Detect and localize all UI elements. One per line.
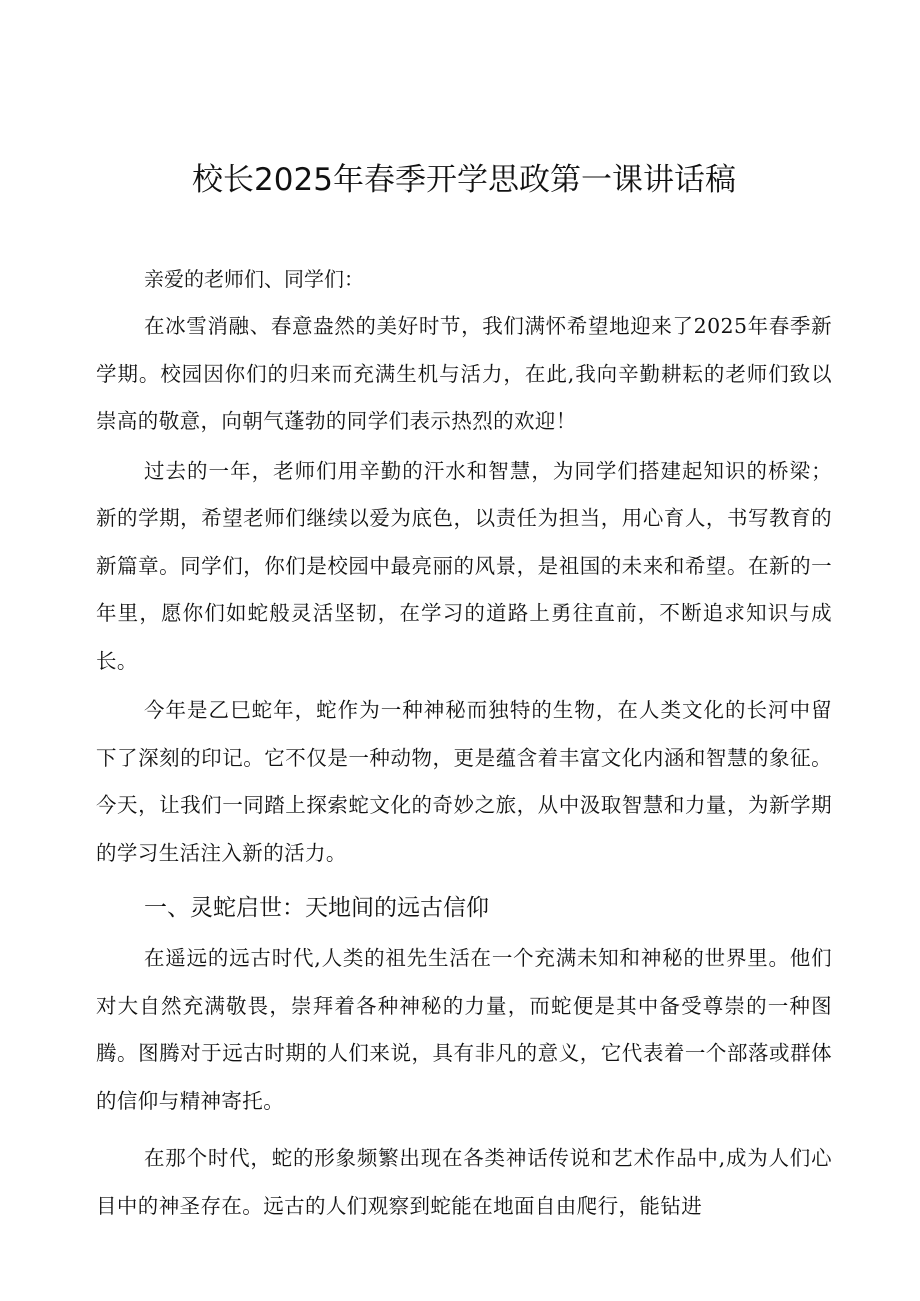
intro-paragraph-2: 过去的一年，老师们用辛勤的汗水和智慧，为同学们搭建起知识的桥梁；新的学期，希望老师们继续以爱为底色，以责任为担当，用心育人，书写教育的新篇章。同学们，你们是校园中最亮丽的风景，是祖国的未来和希望。在新的一年里，愿你们如蛇般灵活坚韧，在学习的道路上勇往直前，不断追求知识与成长。 [96,458,832,673]
section1-paragraph-1: 在遥远的远古时代,人类的祖先生活在一个充满未知和神秘的世界里。他们对大自然充满敬畏，崇拜着各种神秘的力量，而蛇便是其中备受尊崇的一种图腾。图腾对于远古时期的人们来说，具有非凡的意义，它代表着一个部落或群体的信仰与精神寄托。 [96,946,832,1113]
salutation: 亲爱的老师们、同学们： [144,267,364,291]
intro-paragraph-1: 在冰雪消融、春意盎然的美好时节，我们满怀希望地迎来了2025年春季新学期。校园因你们的归来而充满生机与活力，在此,我向辛勤耕耘的老师们致以崇高的敬意，向朝气蓬勃的同学们表示热烈的欢迎！ [96,314,832,433]
document-title: 校长2025年春季开学思政第一课讲话稿 [192,162,736,198]
section-heading-1: 一、灵蛇启世：天地间的远古信仰 [144,895,489,921]
section1-paragraph-2: 在那个时代，蛇的形象频繁出现在各类神话传说和艺术作品中,成为人们心目中的神圣存在。远古的人们观察到蛇能在地面自由爬行，能钻进 [96,1146,832,1218]
intro-paragraph-3: 今年是乙巳蛇年，蛇作为一种神秘而独特的生物，在人类文化的长河中留下了深刻的印记。它不仅是一种动物，更是蕴含着丰富文化内涵和智慧的象征。今天，让我们一同踏上探索蛇文化的奇妙之旅，从中汲取智慧和力量，为新学期的学习生活注入新的活力。 [96,698,832,865]
